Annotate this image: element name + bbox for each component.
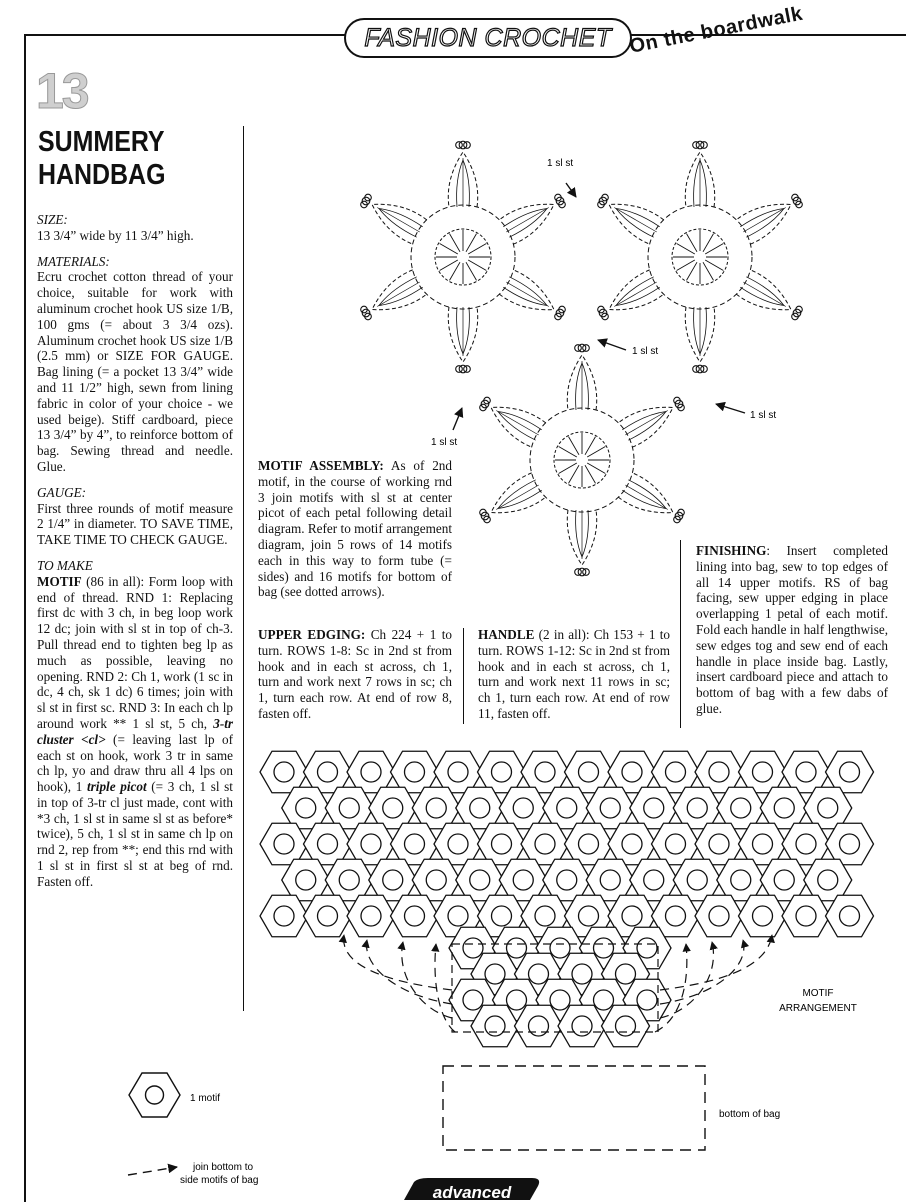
join-arrow bbox=[344, 935, 452, 990]
side-motif bbox=[412, 787, 460, 829]
side-motif bbox=[673, 859, 721, 901]
side-motif bbox=[760, 859, 808, 901]
arrangement-hexagon bbox=[804, 859, 852, 901]
side-motif bbox=[434, 823, 482, 865]
arrangement-hexagon bbox=[630, 787, 678, 829]
motif-stitch bbox=[466, 262, 477, 280]
legend-motif-label: 1 motif bbox=[190, 1093, 221, 1104]
motif-stitch bbox=[468, 260, 486, 271]
title-line-1: SUMMERY bbox=[38, 126, 165, 158]
arrangement-hexagon bbox=[782, 823, 830, 865]
side-motif bbox=[695, 751, 743, 793]
motif-text-1: Form loop with end of thread. RND 1: Replacing first dc with 3 ch, in beg loop work 12 dc; join with sl st in top of ch-3. Pull thread end to tighten beg lp as much as possible, leaving no opening. RND 2: Ch 1, work (1 sc in dc, 4 ch, sk 1 dc) 6 times; join with sl st in first sc. RND 3: In each ch lp around work ** 1 sl st, 5 ch, bbox=[37, 573, 233, 731]
motif-petal-cluster bbox=[740, 277, 784, 306]
side-motif bbox=[282, 859, 330, 901]
gauge-heading: GAUGE: bbox=[37, 484, 87, 500]
motif-stitch bbox=[559, 463, 577, 474]
materials-text: Ecru crochet cotton thread of your choice, suitable for work with aluminum crochet hook US size 1/B, 100 gms (= about 3 3/4 ozs). Aluminum crochet hook US size 1/B (2.5 mm) or SIZE FOR GAUGE. Bag lining (= a pocket 13 3/4” wide and 11 1/2” high, sewn from lining fabric in color of your choice - we used beige). Stiff cardboard, piece 13 3/4” by 4”, to reinforce bottom of bag. Sewing thread and needle. Glue. bbox=[37, 269, 233, 474]
side-motif bbox=[782, 895, 830, 937]
arrangement-hexagon bbox=[456, 859, 504, 901]
side-motif bbox=[304, 823, 352, 865]
arrangement-hexagon bbox=[586, 787, 634, 829]
motif-assembly-text: As of 2nd motif, in the course of working rnd 3 join motifs with sl st at center picot of each petal following detail diagram. Refer to motif arrangement diagram, join 5 rows of 14 motifs each in this way to form tube (= sides) and 16 motifs for bottom of bag (see dotted arrows). bbox=[258, 458, 452, 600]
motif-stitch bbox=[703, 234, 714, 252]
side-motif bbox=[673, 787, 721, 829]
side-motif bbox=[826, 751, 874, 793]
arrangement-hexagon bbox=[717, 787, 765, 829]
side-motif bbox=[391, 751, 439, 793]
side-motif bbox=[782, 751, 830, 793]
arrangement-hexagon bbox=[565, 823, 613, 865]
motif-count: (86 in all): bbox=[81, 573, 145, 589]
motif-stitch bbox=[440, 260, 458, 271]
arrangement-hexagon bbox=[652, 823, 700, 865]
arrangement-hexagon bbox=[673, 859, 721, 901]
star-motif-diagrams bbox=[361, 141, 803, 576]
motif-label: MOTIF bbox=[37, 573, 82, 589]
side-motif bbox=[499, 787, 547, 829]
banner-title: FASHION CROCHET bbox=[364, 23, 612, 52]
motif-petal-cluster bbox=[740, 209, 784, 238]
motif-ring-outer bbox=[648, 205, 752, 309]
side-motif bbox=[804, 787, 852, 829]
side-motif bbox=[456, 859, 504, 901]
cluster-label: 3-tr cluster <cl> bbox=[37, 715, 233, 747]
motif-stitch bbox=[468, 244, 486, 255]
side-motif bbox=[304, 751, 352, 793]
arrangement-hexagon bbox=[652, 751, 700, 793]
motif-detail-left bbox=[361, 141, 566, 373]
side-motif bbox=[608, 823, 656, 865]
motif-stitch bbox=[703, 262, 714, 280]
arrangement-hexagon bbox=[499, 859, 547, 901]
motif-stitch bbox=[687, 234, 698, 252]
side-motif bbox=[717, 859, 765, 901]
side-motif bbox=[456, 787, 504, 829]
side-motif bbox=[565, 751, 613, 793]
motif-detail-bottom bbox=[480, 344, 685, 576]
arrangement-hexagon bbox=[826, 823, 874, 865]
side-motif bbox=[630, 859, 678, 901]
pattern-number: 13 bbox=[36, 63, 88, 119]
side-motif bbox=[521, 823, 569, 865]
arrangement-hexagon bbox=[282, 787, 330, 829]
motif-stitch bbox=[569, 465, 580, 483]
motif-petal-cluster bbox=[622, 412, 666, 441]
arrangement-hexagon bbox=[739, 823, 787, 865]
arrangement-hexagon bbox=[586, 859, 634, 901]
legend-motif-hexagon bbox=[129, 1073, 180, 1117]
arrangement-hexagon bbox=[608, 823, 656, 865]
title-line-2: HANDBAG bbox=[38, 159, 166, 191]
motif-petal-cluster bbox=[622, 480, 666, 509]
sl-st-arrow-4 bbox=[453, 408, 462, 430]
arrangement-hexagon bbox=[673, 787, 721, 829]
arrangement-hexagon bbox=[695, 895, 743, 937]
side-motif bbox=[630, 787, 678, 829]
publisher-logo bbox=[398, 1178, 548, 1200]
arrangement-hexagon bbox=[543, 787, 591, 829]
side-motif bbox=[260, 751, 308, 793]
sl-st-label-3: 1 sl st bbox=[750, 410, 777, 421]
picot-label: triple picot bbox=[87, 779, 147, 795]
motif-text-2: (= leaving last lp of each st on hook, work 3 tr in same ch lp, yo and draw thru all 4 lps on hook), 1 bbox=[37, 731, 233, 795]
arrangement-hexagon bbox=[565, 751, 613, 793]
handle-count: (2 in all): bbox=[534, 627, 590, 642]
arrangement-label-1: MOTIF bbox=[802, 988, 834, 999]
side-motif bbox=[478, 751, 526, 793]
arrangement-hexagon bbox=[347, 895, 395, 937]
side-motif bbox=[260, 823, 308, 865]
side-motif bbox=[586, 787, 634, 829]
sl-st-arrow-3 bbox=[716, 404, 745, 413]
side-motif bbox=[695, 823, 743, 865]
side-motif bbox=[391, 823, 439, 865]
motif-assembly-label: MOTIF ASSEMBLY: bbox=[258, 458, 384, 473]
arrangement-hexagon bbox=[695, 823, 743, 865]
side-motif bbox=[521, 751, 569, 793]
side-motif bbox=[543, 787, 591, 829]
side-motif bbox=[652, 751, 700, 793]
side-motif bbox=[739, 895, 787, 937]
arrangement-hexagon bbox=[434, 751, 482, 793]
side-motif bbox=[804, 859, 852, 901]
arrangement-hexagon bbox=[695, 751, 743, 793]
sl-st-arrow-1 bbox=[566, 183, 576, 197]
motif-stitch bbox=[585, 437, 596, 455]
arrangement-hexagon bbox=[521, 823, 569, 865]
arrangement-hexagon bbox=[347, 823, 395, 865]
side-motif bbox=[260, 895, 308, 937]
arrangement-hexagon bbox=[760, 787, 808, 829]
arrangement-hexagon bbox=[260, 751, 308, 793]
legend-join-label-1: join bottom to bbox=[193, 1162, 254, 1173]
side-motif bbox=[347, 823, 395, 865]
arrangement-hexagon bbox=[369, 859, 417, 901]
upper-edging-text: Ch 224 + 1 to turn. ROWS 1-8: Sc in 2nd st from hook and in each st across, ch 1, turn and work next 7 rows in sc; ch 1, turn each row. At end of row 8, fasten off. bbox=[258, 627, 452, 721]
arrangement-label-2: ARRANGEMENT bbox=[779, 1003, 857, 1014]
materials-heading: MATERIALS: bbox=[37, 253, 110, 269]
arrangement-hexagon bbox=[608, 751, 656, 793]
join-arrow bbox=[367, 940, 452, 1004]
arrangement-hexagon bbox=[826, 751, 874, 793]
side-motif bbox=[478, 823, 526, 865]
size-heading: SIZE: bbox=[37, 212, 68, 227]
arrangement-hexagon bbox=[456, 787, 504, 829]
side-motif bbox=[782, 823, 830, 865]
arrangement-hexagon bbox=[391, 823, 439, 865]
motif-ring-outer bbox=[530, 408, 634, 512]
motif-stitch bbox=[440, 244, 458, 255]
legend-join-arrow bbox=[128, 1167, 177, 1175]
motif-stitch bbox=[587, 447, 605, 458]
arrangement-hexagon bbox=[325, 787, 373, 829]
motif-stitch bbox=[559, 447, 577, 458]
arrangement-hexagon bbox=[260, 823, 308, 865]
gauge-text: First three rounds of motif measure 2 1/4” in diameter. TO SAVE TIME, TAKE TIME TO CHECK GAUGE. bbox=[37, 500, 233, 548]
motif-petal-cluster bbox=[616, 277, 660, 306]
sl-st-label-2: 1 sl st bbox=[632, 346, 659, 357]
side-motif bbox=[565, 823, 613, 865]
motif-stitch bbox=[585, 465, 596, 483]
arrangement-hexagon bbox=[304, 895, 352, 937]
arrangement-hexagon bbox=[739, 895, 787, 937]
motif-petal-cluster bbox=[503, 209, 547, 238]
arrangement-hexagon bbox=[391, 895, 439, 937]
side-motif bbox=[695, 895, 743, 937]
publisher-logo-text: advanced bbox=[432, 1183, 512, 1200]
motif-stitch bbox=[450, 262, 461, 280]
arrangement-hexagon bbox=[260, 895, 308, 937]
join-arrow bbox=[660, 935, 772, 990]
arrangement-hexagon bbox=[325, 859, 373, 901]
motif-petal-cluster bbox=[503, 277, 547, 306]
arrangement-hexagon bbox=[478, 823, 526, 865]
motif-petal-cluster bbox=[498, 480, 542, 509]
side-motif bbox=[325, 787, 373, 829]
finishing-label: FINISHING bbox=[696, 543, 767, 558]
side-motif bbox=[543, 859, 591, 901]
side-motif bbox=[652, 823, 700, 865]
arrangement-hexagon bbox=[760, 859, 808, 901]
side-motif bbox=[325, 859, 373, 901]
motif-stitch bbox=[587, 463, 605, 474]
motif-stitch bbox=[466, 234, 477, 252]
side-motif bbox=[434, 751, 482, 793]
section-subtitle: On the boardwalk bbox=[627, 2, 805, 58]
motif-stitch bbox=[705, 260, 723, 271]
arrangement-hexagon bbox=[782, 751, 830, 793]
sl-st-label-4: 1 sl st bbox=[431, 437, 458, 448]
motif-detail-right bbox=[598, 141, 803, 373]
motif-stitch bbox=[687, 262, 698, 280]
arrangement-hexagon bbox=[369, 787, 417, 829]
side-motif bbox=[369, 787, 417, 829]
motif-stitch bbox=[705, 244, 723, 255]
arrangement-hexagon bbox=[347, 751, 395, 793]
upper-edging-label: UPPER EDGING: bbox=[258, 627, 366, 642]
motif-petal-cluster bbox=[379, 209, 423, 238]
arrangement-hexagon bbox=[304, 751, 352, 793]
side-motif bbox=[608, 751, 656, 793]
arrangement-hexagon bbox=[826, 895, 874, 937]
bag-bottom-outline bbox=[443, 1066, 705, 1150]
arrangement-hexagon bbox=[412, 787, 460, 829]
side-motif bbox=[347, 751, 395, 793]
join-arrow bbox=[402, 942, 452, 1018]
arrangement-hexagon bbox=[304, 823, 352, 865]
arrangement-hexagon bbox=[717, 859, 765, 901]
motif-petal-cluster bbox=[616, 209, 660, 238]
arrangement-hexagon bbox=[543, 859, 591, 901]
legend-join-label-2: side motifs of bag bbox=[180, 1175, 259, 1186]
side-motif bbox=[586, 859, 634, 901]
arrangement-hexagon bbox=[499, 787, 547, 829]
arrangement-hexagon bbox=[630, 859, 678, 901]
motif-ring-outer bbox=[411, 205, 515, 309]
motif-stitch bbox=[450, 234, 461, 252]
side-motif bbox=[499, 859, 547, 901]
sl-st-label-1: 1 sl st bbox=[547, 158, 574, 169]
side-motif bbox=[760, 787, 808, 829]
handle-text: Ch 153 + 1 to turn. ROWS 1-12: Sc in 2nd st from hook and in each st across, ch 1, turn and work next 11 rows in sc; ch 1, turn each row. At end of row 11, fasten off. bbox=[478, 627, 670, 721]
arrangement-hexagon bbox=[782, 895, 830, 937]
side-motif bbox=[369, 859, 417, 901]
arrangement-hexagon bbox=[739, 751, 787, 793]
arrangement-hexagon bbox=[521, 751, 569, 793]
motif-text-3: (= 3 ch, 1 sl st in top of 3-tr cl just made, cont with *3 ch, 1 sl st in same sl st as before* twice), 5 ch, 1 sl st in same ch lp on rnd 2, rep from **; end this rnd with 1 sl st in first sl st at beg of rnd. Fasten off. bbox=[37, 779, 233, 889]
arrangement-hexagon bbox=[391, 751, 439, 793]
side-motif bbox=[304, 895, 352, 937]
handle-label: HANDLE bbox=[478, 627, 535, 642]
legend-motif-ring bbox=[146, 1086, 164, 1104]
side-motif bbox=[717, 787, 765, 829]
side-motif bbox=[826, 895, 874, 937]
arrangement-hexagon bbox=[434, 823, 482, 865]
motif-petal-cluster bbox=[379, 277, 423, 306]
motif-stitch bbox=[677, 260, 695, 271]
arrangement-hexagon bbox=[804, 787, 852, 829]
side-motif bbox=[282, 787, 330, 829]
bag-bottom-label: bottom of bag bbox=[719, 1109, 781, 1120]
finishing-text: : Insert completed lining into bag, sew to top edges of all 14 upper motifs. RS of bag facing, sew upper edging in place overlapping 1 petal of each motif. Fold each handle in half lengthwise, sew edges tog and sew end of each handle in place inside bag. Lastly, insert cardboard piece and attach to bottom of bag with a few dabs of glue. bbox=[696, 543, 888, 716]
arrangement-hexagon bbox=[282, 859, 330, 901]
side-motif bbox=[739, 823, 787, 865]
motif-stitch bbox=[569, 437, 580, 455]
size-text: 13 3/4” wide by 11 3/4” high. bbox=[37, 227, 194, 243]
side-motif bbox=[391, 895, 439, 937]
side-motif bbox=[826, 823, 874, 865]
side-motif bbox=[739, 751, 787, 793]
side-motif bbox=[347, 895, 395, 937]
arrangement-hexagon bbox=[478, 751, 526, 793]
to-make-heading: TO MAKE bbox=[37, 557, 93, 573]
arrangement-hexagon bbox=[412, 859, 460, 901]
side-motif bbox=[412, 859, 460, 901]
motif-petal-cluster bbox=[498, 412, 542, 441]
motif-stitch bbox=[677, 244, 695, 255]
sl-st-arrow-2 bbox=[598, 340, 626, 350]
join-arrow bbox=[660, 940, 744, 1004]
